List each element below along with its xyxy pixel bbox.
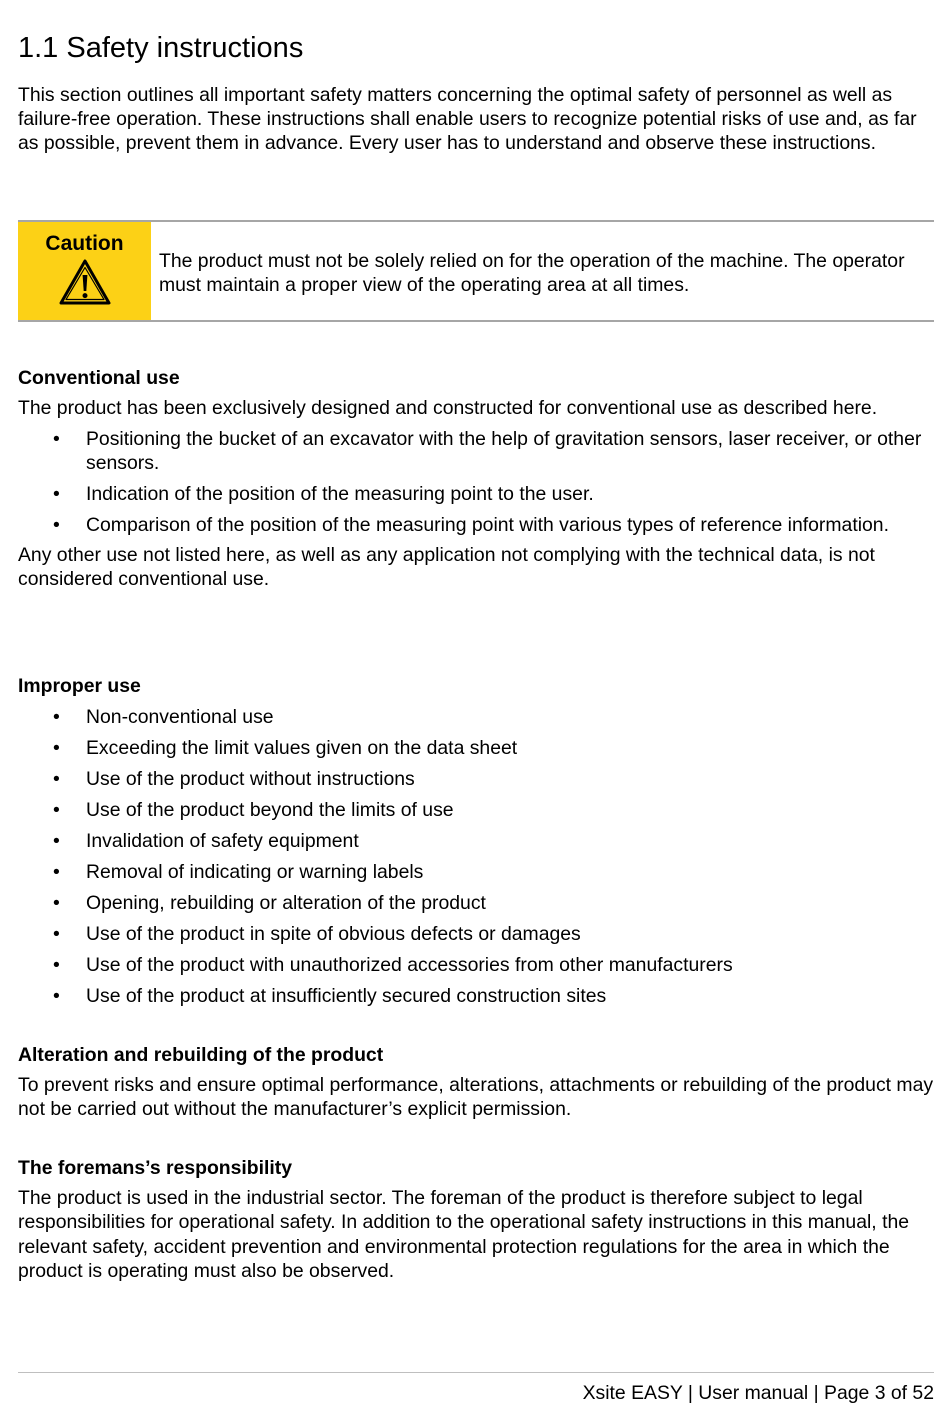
list-item: • Positioning the bucket of an excavator with the help of gravitation sensors, laser receiver, or other sensors.: [53, 428, 922, 475]
list-item: • Non-conventional use: [53, 706, 274, 728]
improper-use-section: [18, 674, 934, 1008]
list-item: • Use of the product beyond the limits of use: [53, 799, 454, 821]
alteration-section: [18, 1043, 934, 1122]
alteration-heading: Alteration and rebuilding of the product: [18, 1044, 384, 1066]
list-item: • Opening, rebuilding or alteration of the product: [53, 892, 486, 914]
conventional-use-intro: The product has been exclusively designed and constructed for conventional use as described here.: [18, 397, 878, 420]
footer-text: Xsite EASY | User manual | Page 3 of 52: [582, 1382, 934, 1404]
caution-label: Caution: [45, 232, 124, 255]
conventional-use-outro: Any other use not listed here, as well as any application not complying with the technical data, is not considered conventional use.: [18, 543, 875, 590]
caution-box: [18, 220, 934, 322]
improper-use-list: [18, 705, 934, 1008]
foreman-paragraph: The product is used in the industrial sector. The foreman of the product is therefore subject to legal responsibilities for operational safety. In addition to the operational safety instructions in this manual, the relevant safety, accident prevention and environmental protection regulations for the area in which the product is operating must also be observed.: [18, 1187, 910, 1282]
list-item: • Use of the product at insufficiently secured construction sites: [53, 985, 607, 1007]
conventional-use-section: [18, 366, 934, 591]
caution-badge: [18, 222, 151, 320]
intro-paragraph: This section outlines all important safety matters concerning the optimal safety of personnel as well as failure-free operation. These instructions shall enable users to recognize potential risks of use and, as far as possible, prevent them in advance. Every user has to understand and observe these instructions.: [18, 84, 917, 155]
list-item: • Removal of indicating or warning labels: [53, 861, 424, 883]
list-item: • Use of the product with unauthorized accessories from other manufacturers: [53, 954, 733, 976]
foreman-section: [18, 1156, 934, 1283]
page-title: 1.1 Safety instructions: [18, 32, 304, 64]
conventional-use-list: [18, 427, 934, 537]
list-item: • Indication of the position of the measuring point to the user.: [53, 483, 594, 506]
warning-triangle-icon: [58, 258, 112, 306]
foreman-heading: The foremans’s responsibility: [18, 1157, 293, 1179]
alteration-paragraph: To prevent risks and ensure optimal performance, alterations, attachments or rebuilding of the product may not be carried out without the manufacturer’s explicit permission.: [18, 1074, 934, 1121]
list-item: • Exceeding the limit values given on the data sheet: [53, 737, 518, 759]
page-footer: [18, 1372, 934, 1404]
improper-use-heading: Improper use: [18, 675, 141, 697]
list-item: • Comparison of the position of the measuring point with various types of reference information.: [53, 514, 889, 537]
caution-text: The product must not be solely relied on for the operation of the machine. The operator must maintain a proper view of the operating area at all times.: [159, 250, 905, 297]
conventional-use-heading: Conventional use: [18, 367, 180, 389]
list-item: • Use of the product in spite of obvious defects or damages: [53, 923, 581, 945]
list-item: • Invalidation of safety equipment: [53, 830, 359, 852]
list-item: • Use of the product without instructions: [53, 768, 415, 790]
